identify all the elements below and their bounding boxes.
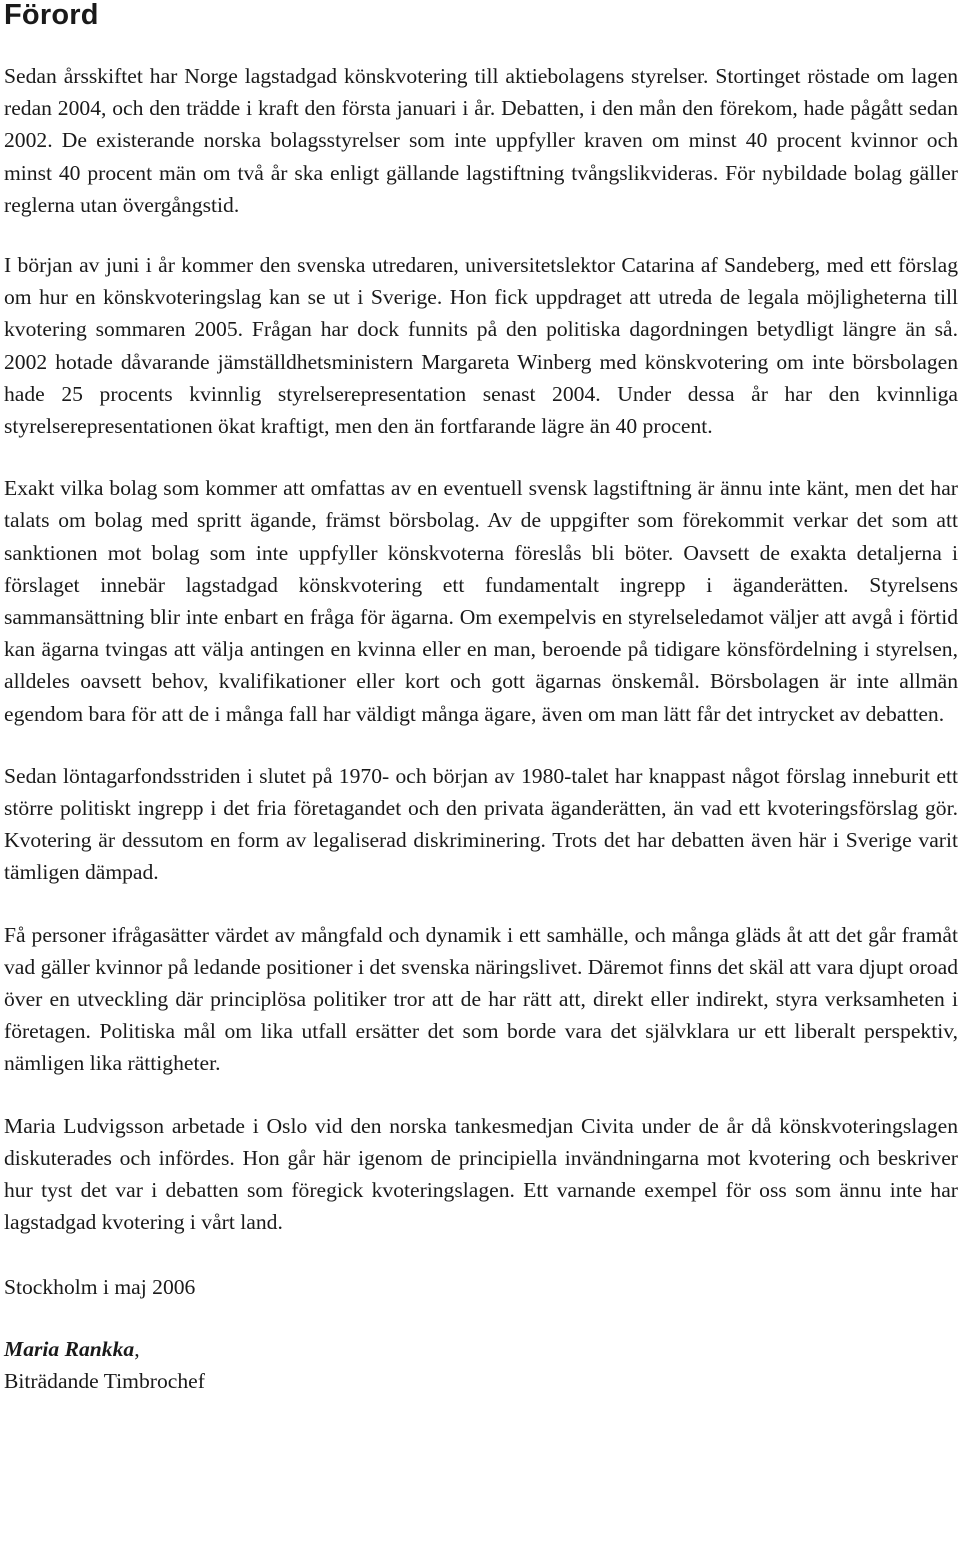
- signature-name: Maria Rankka: [4, 1336, 135, 1361]
- paragraph-1: Sedan årsskiftet har Norge lagstadgad könskvotering till aktiebolagens styrelser. Stortinget röstade om lagen redan 2004, och den trädde i kraft den första januari i år. Debatten, i den mån den förekom, hade pågått sedan 2002. De existerande norska bolagsstyrelser som inte uppfyller kraven om minst 40 procent kvinnor och minst 40 procent män om två år ska enligt gällande lagstiftning tvångslikvideras. För nybildade bolag gäller reglerna utan övergångstid.: [4, 64, 958, 217]
- paragraph-6: Maria Ludvigsson arbetade i Oslo vid den norska tankesmedjan Civita under de år då könskvoteringslagen diskuterades och infördes. Hon går här igenom de principiella invändningarna mot kvotering och beskriver hur tyst det var i debatten som föregick kvoteringslagen. Ett varnande exempel för oss som ännu inte har lagstadgad kvotering i vårt land.: [4, 1113, 958, 1235]
- signature-line: [4, 1333, 958, 1365]
- paragraph-2: I början av juni i år kommer den svenska utredaren, universitetslektor Catarina af Sandeberg, med ett förslag om hur en könskvoteringslag kan se ut i Sverige. Hon fick uppdraget att utreda de legala möjligheterna till kvotering sommaren 2005. Frågan har dock funnits på den politiska dagordningen betydligt längre än så. 2002 hotade dåvarande jämställdhetsministern Margareta Winberg med könskvotering om inte börsbolagen hade 25 procents kvinnlig styrelserepresentation senast 2004. Under dessa år har den kvinnliga styrelserepresentationen ökat kraftigt, men den än fortfarande lägre än 40 procent.: [4, 253, 958, 439]
- document-title: Förord: [4, 0, 99, 31]
- signature-role: Biträdande Timbrochef: [4, 1368, 205, 1393]
- signature-comma: ,: [134, 1336, 140, 1361]
- paragraph-4: Sedan löntagarfondsstriden i slutet på 1970- och början av 1980-talet har knappast något förslag inneburit ett större politiskt ingrepp i det fria företagandet och den privata äganderätten, än vad ett kvoteringsförslag gör. Kvotering är dessutom en form av legaliserad diskriminering. Trots det har debatten även här i Sverige varit tämligen dämpad.: [4, 763, 958, 885]
- paragraph-5: Få personer ifrågasätter värdet av mångfald och dynamik i ett samhälle, och många gläds åt att det går framåt vad gäller kvinnor på ledande positioner i det svenska näringslivet. Däremot finns det skäl att vara djupt oroad över en utveckling där principlösa politiker tror att de har rätt att, direkt eller indirekt, styra verksamheten i företagen. Politiska mål om lika utfall ersätter det som borde vara det självklara ur ett liberalt perspektiv, nämligen lika rättigheter.: [4, 922, 958, 1076]
- paragraph-3: Exakt vilka bolag som kommer att omfattas av en eventuell svensk lagstiftning är ännu inte känt, men det har talats om bolag med spritt ägande, främst börsbolag. Av de uppgifter som förekommit verkar det som att sanktionen mot bolag som inte uppfyller könskvoterna föreslås bli böter. Oavsett de exakta detaljerna i förslaget innebär lagstadgad könskvotering ett fundamentalt ingrepp i äganderätten. Styrelsens sammansättning blir inte enbart en fråga för ägarna. Om exempelvis en styrelseledamot väljer att avgå i förtid kan ägarna tvingas att välja antingen en kvinna eller en man, beroende på tidigare könsfördelning i styrelsen, alldeles oavsett behov, kvalifikationer eller kort och gott ägarnas önskemål. Börsbolagen är inte allmän egendom bara för att de i många fall har väldigt många ägare, även om man lätt får det intrycket av debatten.: [4, 476, 958, 726]
- place-date: Stockholm i maj 2006: [4, 1274, 196, 1299]
- signature-block: [4, 1333, 958, 1397]
